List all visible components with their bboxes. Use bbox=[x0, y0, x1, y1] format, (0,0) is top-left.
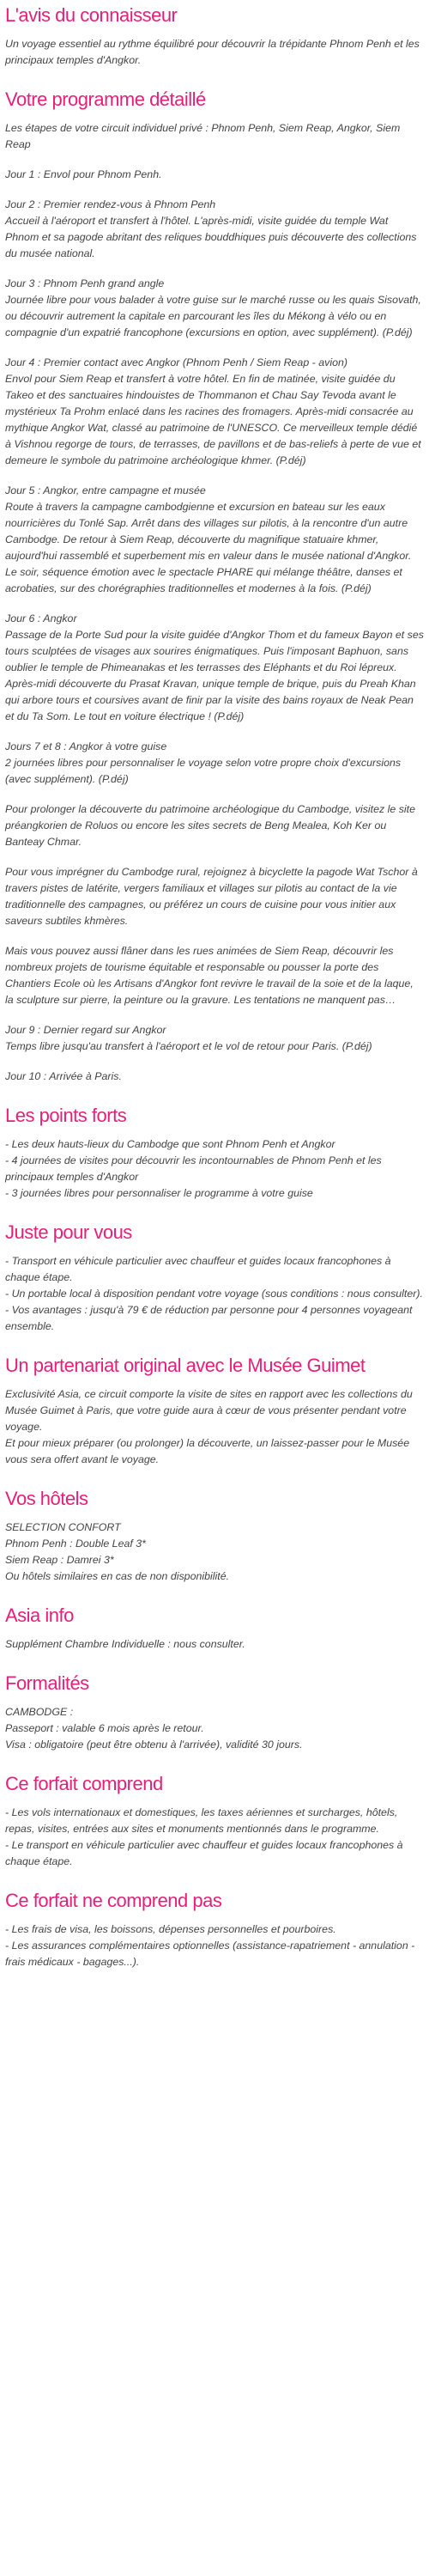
day-7-8-text: 2 journées libres pour personnaliser le voyage selon votre propre choix d'excursions (avec supplément). (P.déj) bbox=[5, 757, 402, 785]
list-item: - Un portable local à disposition pendant votre voyage (sous conditions : nous consulter). bbox=[5, 1288, 423, 1300]
points-list bbox=[5, 1136, 424, 1202]
list-item: - 4 journées de visites pour découvrir les incontournables de Phnom Penh et les principaux temples d'Angkor bbox=[5, 1154, 382, 1183]
day-9-title: Jour 9 : Dernier regard sur Angkor bbox=[5, 1024, 166, 1036]
section-title-noncomprend: Ce forfait ne comprend pas bbox=[5, 1890, 222, 1911]
day-6-title: Jour 6 : Angkor bbox=[5, 612, 77, 624]
programme-para-1: Pour prolonger la découverte du patrimoine archéologique du Cambodge, visitez le site préangkorien de Roluos ou encore les sites secrets de Beng Mealea, Koh Ker ou Banteay Chmar. bbox=[5, 803, 416, 848]
hotels-line-1: SELECTION CONFORT bbox=[5, 1521, 121, 1533]
programme-para-3: Mais vous pouvez aussi flâner dans les rues animées de Siem Reap, découvrir les nombreux projets de tourisme équitable et responsable ou pousser la porte des Chantiers Ecole où les Artisans d'Angkor font revivre le travail de la soie et de la laque, la sculpture sur pierre, la peinture ou la gravure. Les tentations ne manquent pas… bbox=[5, 945, 414, 1006]
guimet-line-1: Exclusivité Asia, ce circuit comporte la visite de sites en rapport avec les collections du Musée Guimet à Paris, que votre guide aura à cœur de vous présenter pendant votre voyage. bbox=[5, 1388, 413, 1433]
section-title-avis: L'avis du connaisseur bbox=[5, 4, 178, 26]
day-4 bbox=[5, 355, 424, 469]
section-title-programme: Votre programme détaillé bbox=[5, 88, 206, 110]
day-9-text: Temps libre jusqu'au transfert à l'aéroport et le vol de retour pour Paris. (P.déj) bbox=[5, 1040, 372, 1052]
juste-list bbox=[5, 1253, 424, 1335]
section-title-juste: Juste pour vous bbox=[5, 1221, 132, 1243]
day-1: Jour 1 : Envol pour Phnom Penh. bbox=[5, 168, 162, 180]
day-4-text: Envol pour Siem Reap et transfert à votre hôtel. En fin de matinée, visite guidée du Takeo et des sanctuaires hindouistes de Thommanon et Chau Say Tevoda avant le mystérieux Ta Prohm enlacé dans les racines des fromagers. Après-midi consacrée au mythique Angkor Wat, classé au patrimoine de l'UNESCO. Ce merveilleux temple dédié à Vishnou regorge de tours, de terrasses, de pavillons et de bas-reliefs à perte de vue et demeure le symbole du patrimoine archéologique khmer. (P.déj) bbox=[5, 373, 421, 466]
list-item: - Les frais de visa, les boissons, dépenses personnelles et pourboires. bbox=[5, 1923, 336, 1935]
programme-para-2: Pour vous imprégner du Cambodge rural, rejoignez à bicyclette la pagode Wat Tschor à travers pistes de latérite, vergers familiaux et villages sur pilotis au contact de la vie traditionnelle des campagnes, ou préférez un cours de cuisine pour vous initier aux saveurs subtiles khmères. bbox=[5, 866, 418, 927]
day-2-text: Accueil à l'aéroport et transfert à l'hôtel. L'après-midi, visite guidée du temple Wat Phnom et sa pagode abritant des reliques bouddhiques puis découverte des collections du musée national. bbox=[5, 215, 417, 259]
hotels-line-2: Phnom Penh : Double Leaf 3* bbox=[5, 1538, 146, 1550]
day-2 bbox=[5, 197, 424, 262]
section-title-points: Les points forts bbox=[5, 1105, 127, 1126]
day-3 bbox=[5, 276, 424, 341]
day-7-8 bbox=[5, 739, 424, 788]
info-text: Supplément Chambre Individuelle : nous consulter. bbox=[5, 1638, 245, 1650]
section-title-hotels: Vos hôtels bbox=[5, 1488, 88, 1509]
guimet-line-2: Et pour mieux préparer (ou prolonger) la découverte, un laissez-passer pour le Musée vous sera offert avant le voyage. bbox=[5, 1437, 410, 1465]
day-3-title: Jour 3 : Phnom Penh grand angle bbox=[5, 277, 165, 289]
day-2-title: Jour 2 : Premier rendez-vous à Phnom Penh bbox=[5, 198, 216, 210]
day-3-text: Journée libre pour vous balader à votre guise sur le marché russe ou les quais Sisovath, ou découvrir autrement la capitale en parcourant les îles du Mékong à vélo ou en compagnie d'un expatrié francophone (excursions en option, avec supplément). (P.déj) bbox=[5, 294, 421, 338]
list-item: - Les deux hauts-lieux du Cambodge que sont Phnom Penh et Angkor bbox=[5, 1138, 335, 1150]
day-9 bbox=[5, 1022, 424, 1055]
section-title-guimet: Un partenariat original avec le Musée Guimet bbox=[5, 1355, 366, 1376]
noncomprend-list bbox=[5, 1921, 424, 1970]
day-5 bbox=[5, 483, 424, 597]
day-5-text: Route à travers la campagne cambodgienne et excursion en bateau sur les eaux nourricières du Tonlé Sap. Arrêt dans des villages sur pilotis, à la rencontre d'un autre Cambodge. De retour à Siem Reap, découverte du magnifique statuaire khmer, aujourd'hui rassemblé et superbement mis en valeur dans le musée national d'Angkor. Le soir, séquence émotion avec le spectacle PHARE qui mélange théâtre, danses et acrobaties, sur des chorégraphies traditionnelles et modernes à la fois. (P.déj) bbox=[5, 501, 412, 594]
programme-intro: Les étapes de votre circuit individuel privé : Phnom Penh, Siem Reap, Angkor, Siem Reap bbox=[5, 122, 401, 150]
day-6-text: Passage de la Porte Sud pour la visite guidée d'Angkor Thom et du fameux Bayon et ses tours sculptées de visages aux sourires énigmatiques. Puis l'imposant Baphuon, sans oublier le temple de Phimeanakas et les terrasses des Eléphants et du Roi lépreux. Après-midi découverte du Prasat Kravan, unique temple de brique, puis du Preah Khan qui arbore tours et coursives avant de finir par la visite des bains royaux de Neak Pean et du Ta Som. Le tout en voiture électrique ! (P.déj) bbox=[5, 629, 424, 722]
formalites-line-3: Visa : obligatoire (peut être obtenu à l'arrivée), validité 30 jours. bbox=[5, 1739, 303, 1751]
day-10: Jour 10 : Arrivée à Paris. bbox=[5, 1070, 122, 1082]
list-item: - Les vols internationaux et domestiques, les taxes aériennes et surcharges, hôtels, repas, visites, entrées aux sites et monuments mentionnés dans le programme. bbox=[5, 1806, 398, 1835]
avis-text: Un voyage essentiel au rythme équilibré pour découvrir la trépidante Phnom Penh et les principaux temples d'Angkor. bbox=[5, 38, 420, 66]
list-item: - Transport en véhicule particulier avec chauffeur et guides locaux francophones à chaque étape. bbox=[5, 1255, 391, 1283]
hotels-line-3: Siem Reap : Damrei 3* bbox=[5, 1554, 114, 1566]
list-item: - Le transport en véhicule particulier avec chauffeur et guides locaux francophones à chaque étape. bbox=[5, 1839, 403, 1867]
day-6 bbox=[5, 611, 424, 725]
list-item: - Les assurances complémentaires optionnelles (assistance-rapatriement - annulation - frais médicaux - bagages...). bbox=[5, 1940, 415, 1968]
section-title-info: Asia info bbox=[5, 1605, 74, 1626]
section-title-comprend: Ce forfait comprend bbox=[5, 1773, 163, 1794]
formalites-line-2: Passeport : valable 6 mois après le retour. bbox=[5, 1722, 204, 1734]
comprend-list bbox=[5, 1805, 424, 1870]
day-5-title: Jour 5 : Angkor, entre campagne et musée bbox=[5, 484, 206, 496]
formalites-text bbox=[5, 1704, 424, 1753]
day-7-8-title: Jours 7 et 8 : Angkor à votre guise bbox=[5, 740, 167, 752]
list-item: - 3 journées libres pour personnaliser le programme à votre guise bbox=[5, 1187, 313, 1199]
day-4-title: Jour 4 : Premier contact avec Angkor (Phnom Penh / Siem Reap - avion) bbox=[5, 356, 347, 368]
section-title-formalites: Formalités bbox=[5, 1672, 89, 1694]
formalites-line-1: CAMBODGE : bbox=[5, 1706, 74, 1718]
hotels-text bbox=[5, 1519, 424, 1585]
list-item: - Vos avantages : jusqu'à 79 € de réduction par personne pour 4 personnes voyageant ensemble. bbox=[5, 1304, 413, 1332]
hotels-line-4: Ou hôtels similaires en cas de non disponibilité. bbox=[5, 1570, 230, 1582]
guimet-text bbox=[5, 1386, 424, 1468]
